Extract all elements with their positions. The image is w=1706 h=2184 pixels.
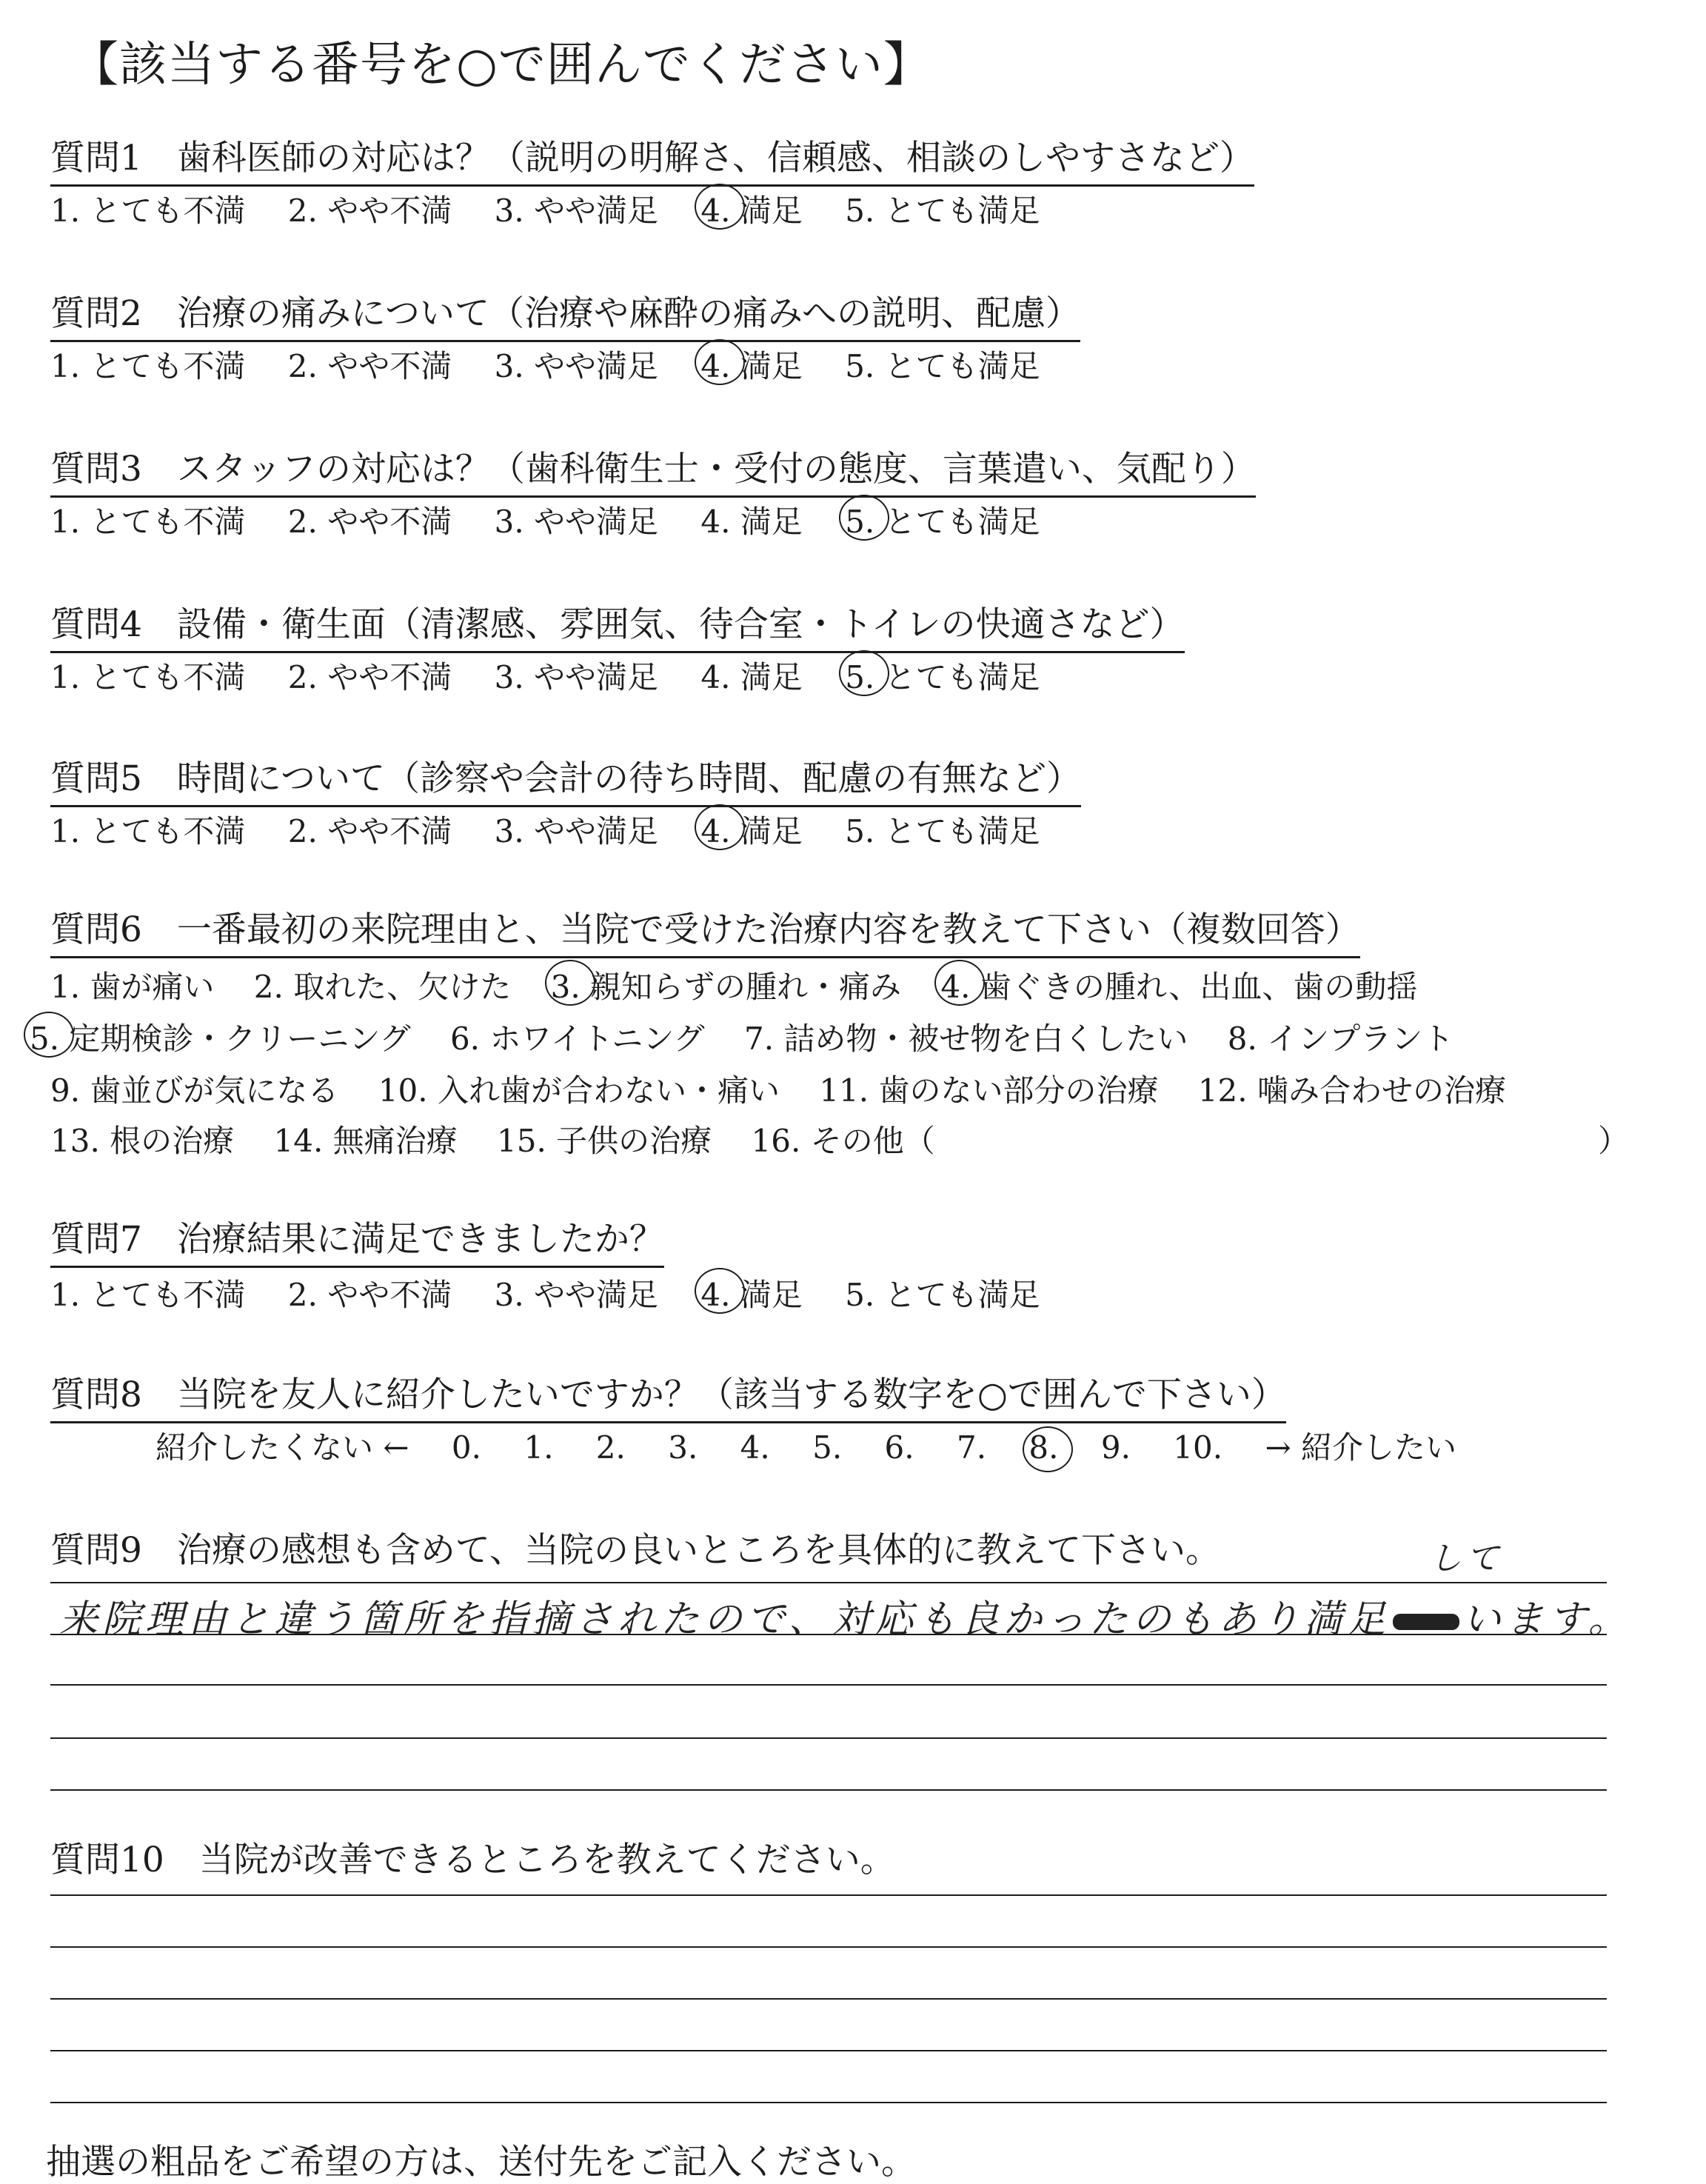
q9-answer-part-2: います。 — [1462, 1597, 1631, 1642]
q4-option-3[interactable]: 3. やや満足 — [494, 659, 659, 695]
question-8-title: 質問8 当院を友人に紹介したいですか？（該当する数字を○で囲んで下さい） — [50, 1367, 1286, 1423]
q6-option-5[interactable] — [30, 1015, 411, 1059]
q8-score-5[interactable]: 5. — [812, 1429, 843, 1466]
q6-option-14[interactable]: 14. 無痛治療 — [273, 1123, 458, 1159]
q8-score-7[interactable]: 7. — [956, 1429, 987, 1466]
question-7-options — [50, 1271, 1073, 1315]
q6-option-13[interactable]: 13. 根の治療 — [50, 1123, 235, 1159]
footer-note: 抽選の粗品をご希望の方は、送付先をご記入ください。 — [46, 2142, 916, 2183]
page-title: 【該当する番号を○で囲んでください】 — [71, 38, 931, 93]
q3-option-2[interactable]: 2. やや不満 — [287, 504, 452, 540]
q6-option-6[interactable]: 6. ホワイトニング — [449, 1021, 705, 1057]
q2-option-3[interactable]: 3. やや満足 — [494, 348, 659, 384]
q8-score-6[interactable]: 6. — [884, 1429, 914, 1466]
question-5-title: 質問5 時間について（診察や会計の待ち時間、配慮の有無など） — [50, 751, 1081, 807]
q9-answer-part-1: 来院理由と違う箇所を指摘されたので、対応も良かったのもあり満足 — [59, 1597, 1390, 1642]
question-7 — [50, 1212, 664, 1268]
q3-option-1[interactable]: 1. とても不満 — [50, 504, 246, 540]
question-5-options — [50, 807, 1073, 852]
q6-option-12[interactable]: 12. 噛み合わせの治療 — [1197, 1072, 1506, 1109]
question-6-row-3 — [50, 1066, 1536, 1111]
q5-option-5[interactable]: 5. とても満足 — [845, 813, 1040, 849]
q7-option-1[interactable]: 1. とても不満 — [50, 1277, 246, 1313]
q6-option-10[interactable]: 10. 入れ歯が合わない・痛い — [378, 1072, 780, 1109]
q7-option-3[interactable]: 3. やや満足 — [494, 1277, 659, 1313]
q8-right-label: → 紹介したい — [1265, 1429, 1456, 1466]
q7-option-4[interactable]: 4. 満足 — [700, 1271, 802, 1315]
q8-score-10[interactable]: 10. — [1173, 1429, 1223, 1466]
question-4 — [50, 597, 1185, 653]
q2-option-5[interactable]: 5. とても満足 — [845, 348, 1040, 384]
answer-line[interactable] — [50, 1894, 1607, 1896]
answer-line — [50, 1789, 1607, 1791]
question-6-title: 質問6 一番最初の来院理由と、当院で受けた治療内容を教えて下さい（複数回答） — [50, 902, 1360, 958]
q1-option-4[interactable]: 4. 満足 — [700, 187, 802, 231]
answer-line[interactable] — [50, 1998, 1607, 2000]
q5-option-2[interactable]: 2. やや不満 — [287, 813, 452, 849]
q1-option-1[interactable]: 1. とても不満 — [50, 193, 246, 229]
question-2 — [50, 286, 1080, 342]
q8-score-9[interactable]: 9. — [1100, 1429, 1131, 1466]
q4-option-1[interactable]: 1. とても不満 — [50, 659, 246, 695]
q6-option-7[interactable]: 7. 詰め物・被せ物を白くしたい — [743, 1021, 1188, 1057]
question-5 — [50, 751, 1081, 807]
question-6-row-2 — [30, 1015, 1483, 1059]
question-8-scale — [155, 1423, 1489, 1468]
q4-option-4[interactable]: 4. 満足 — [700, 659, 803, 695]
question-6 — [50, 902, 1360, 958]
q4-option-5[interactable]: 5. とても満足 — [845, 653, 1040, 698]
q7-option-2[interactable]: 2. やや不満 — [287, 1277, 452, 1313]
question-2-title: 質問2 治療の痛みについて（治療や麻酔の痛みへの説明、配慮） — [50, 286, 1080, 342]
answer-line — [50, 1684, 1607, 1686]
question-7-title: 質問7 治療結果に満足できましたか？ — [50, 1212, 664, 1268]
q6-other-close-paren: ） — [1598, 1123, 1630, 1159]
q8-score-1[interactable]: 1. — [523, 1429, 554, 1466]
question-8 — [50, 1367, 1286, 1423]
q6-option-3[interactable] — [551, 963, 901, 1007]
answer-line — [50, 1737, 1607, 1739]
q3-option-3[interactable]: 3. やや満足 — [494, 504, 659, 540]
question-6-row-4 — [50, 1117, 1630, 1161]
q2-option-2[interactable]: 2. やや不満 — [287, 348, 452, 384]
answer-line[interactable] — [50, 2050, 1607, 2051]
question-4-options — [50, 653, 1073, 698]
q5-option-3[interactable]: 3. やや満足 — [494, 813, 659, 849]
q8-score-2[interactable]: 2. — [595, 1429, 626, 1466]
q6-option-9[interactable]: 9. 歯並びが気になる — [50, 1072, 339, 1109]
answer-line — [50, 1634, 1607, 1635]
question-4-title: 質問4 設備・衛生面（清潔感、雰囲気、待合室・トイレの快適さなど） — [50, 597, 1185, 653]
question-2-options — [50, 342, 1073, 387]
q6-option-3-label: 3. 親知らずの腫れ・痛み — [551, 963, 901, 1007]
question-3-title: 質問3 スタッフの対応は？（歯科衛生士・受付の態度、言葉遣い、気配り） — [50, 441, 1256, 498]
q5-option-1[interactable]: 1. とても不満 — [50, 813, 246, 849]
q6-option-5-label: 5. 定期検診・クリーニング — [30, 1015, 411, 1059]
q8-score-8[interactable]: 8. — [1028, 1429, 1059, 1466]
scribble-mark — [1393, 1614, 1459, 1630]
q9-handwritten-insert: して — [1429, 1540, 1503, 1577]
q6-option-8[interactable]: 8. インプラント — [1227, 1021, 1454, 1057]
q6-option-11[interactable]: 11. 歯のない部分の治療 — [819, 1072, 1159, 1109]
q6-option-16[interactable]: 16. その他（ — [751, 1123, 935, 1159]
q7-option-5[interactable]: 5. とても満足 — [845, 1277, 1040, 1313]
q6-option-4[interactable] — [940, 963, 1417, 1007]
q1-option-5[interactable]: 5. とても満足 — [845, 193, 1040, 229]
question-10-title: 質問10 当院が改善できるところを教えてください。 — [50, 1840, 895, 1880]
q3-option-4[interactable]: 4. 満足 — [700, 504, 803, 540]
q8-score-3[interactable]: 3. — [668, 1429, 698, 1466]
q8-left-label: 紹介したくない ← — [155, 1429, 409, 1466]
q3-option-5[interactable]: 5. とても満足 — [845, 498, 1040, 542]
answer-line[interactable] — [50, 2102, 1607, 2103]
question-9-title: 質問9 治療の感想も含めて、当院の良いところを具体的に教えて下さい。 — [50, 1530, 1220, 1571]
question-1 — [50, 130, 1254, 187]
answer-line — [50, 1582, 1607, 1583]
q6-option-4-label: 4. 歯ぐきの腫れ、出血、歯の動揺 — [940, 963, 1417, 1007]
q1-option-3[interactable]: 3. やや満足 — [494, 193, 659, 229]
q6-option-1[interactable]: 1. 歯が痛い — [50, 969, 215, 1005]
question-3 — [50, 441, 1256, 498]
q2-option-4[interactable]: 4. 満足 — [700, 342, 802, 387]
q4-option-2[interactable]: 2. やや不満 — [287, 659, 452, 695]
q6-option-2[interactable]: 2. 取れた、欠けた — [253, 969, 512, 1005]
q1-option-2[interactable]: 2. やや不満 — [287, 193, 452, 229]
q5-option-4[interactable]: 4. 満足 — [700, 807, 802, 852]
question-3-options — [50, 498, 1073, 542]
question-1-title: 質問1 歯科医師の対応は？（説明の明解さ、信頼感、相談のしやすさなど） — [50, 130, 1254, 187]
q8-score-0[interactable]: 0. — [451, 1429, 481, 1466]
q8-score-4[interactable]: 4. — [740, 1429, 770, 1466]
question-6-row-1 — [50, 963, 1447, 1007]
answer-line[interactable] — [50, 1946, 1607, 1948]
q2-option-1[interactable]: 1. とても不満 — [50, 348, 246, 384]
question-1-options — [50, 187, 1073, 231]
q6-option-15[interactable]: 15. 子供の治療 — [497, 1123, 712, 1159]
